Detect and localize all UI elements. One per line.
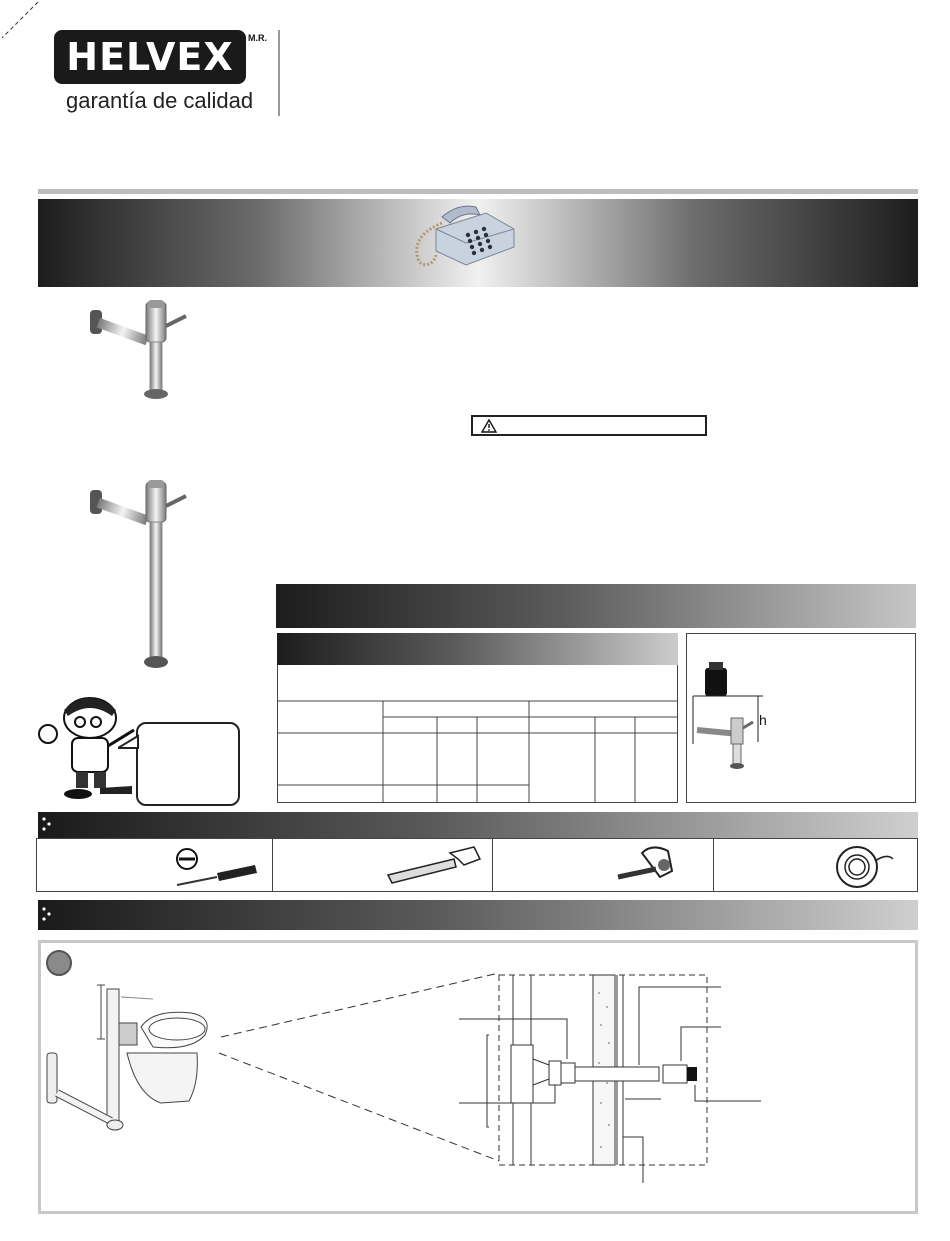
specifications-band <box>276 584 916 628</box>
height-diagram-box <box>686 633 916 803</box>
wall-section-icon <box>459 975 761 1183</box>
brand-logo <box>54 30 246 84</box>
header-divider <box>278 30 280 116</box>
top-rule <box>38 189 918 194</box>
toilet-icon <box>47 985 207 1130</box>
tool-cell-screwdriver <box>37 839 273 891</box>
tools-row <box>36 838 918 892</box>
tool-cell-tape <box>713 839 917 891</box>
mascot-speech-bubble <box>136 722 240 806</box>
height-label: h <box>759 712 767 728</box>
warning-triangle-icon <box>481 419 497 433</box>
dots-icon <box>40 816 56 832</box>
warning-box <box>471 415 707 436</box>
speech-bubble-tail <box>118 734 140 754</box>
brand-tagline: garantía de calidad <box>66 88 254 113</box>
teflon-tape-icon <box>829 843 899 889</box>
tube-cutter-icon <box>612 843 692 887</box>
crop-mark <box>0 0 40 40</box>
tool-cell-wrench <box>272 839 493 891</box>
pipe-wrench-icon <box>384 845 484 887</box>
brand-name: HELVEX <box>66 35 234 79</box>
installation-band <box>38 900 918 930</box>
specifications-sub-band <box>277 633 678 665</box>
installation-diagram <box>38 940 918 1214</box>
flush-valve-short-image <box>82 298 192 404</box>
dots-icon <box>40 906 56 922</box>
tools-band <box>38 812 918 838</box>
height-diagram <box>687 634 915 802</box>
telephone-icon <box>406 199 518 273</box>
flush-valve-long-image <box>82 478 192 674</box>
tool-cell-cutter <box>492 839 714 891</box>
screwdriver-icon <box>167 847 263 887</box>
contact-banner <box>38 199 918 287</box>
installation-drawing <box>41 943 915 1211</box>
trademark-mark: M.R. <box>248 33 267 43</box>
